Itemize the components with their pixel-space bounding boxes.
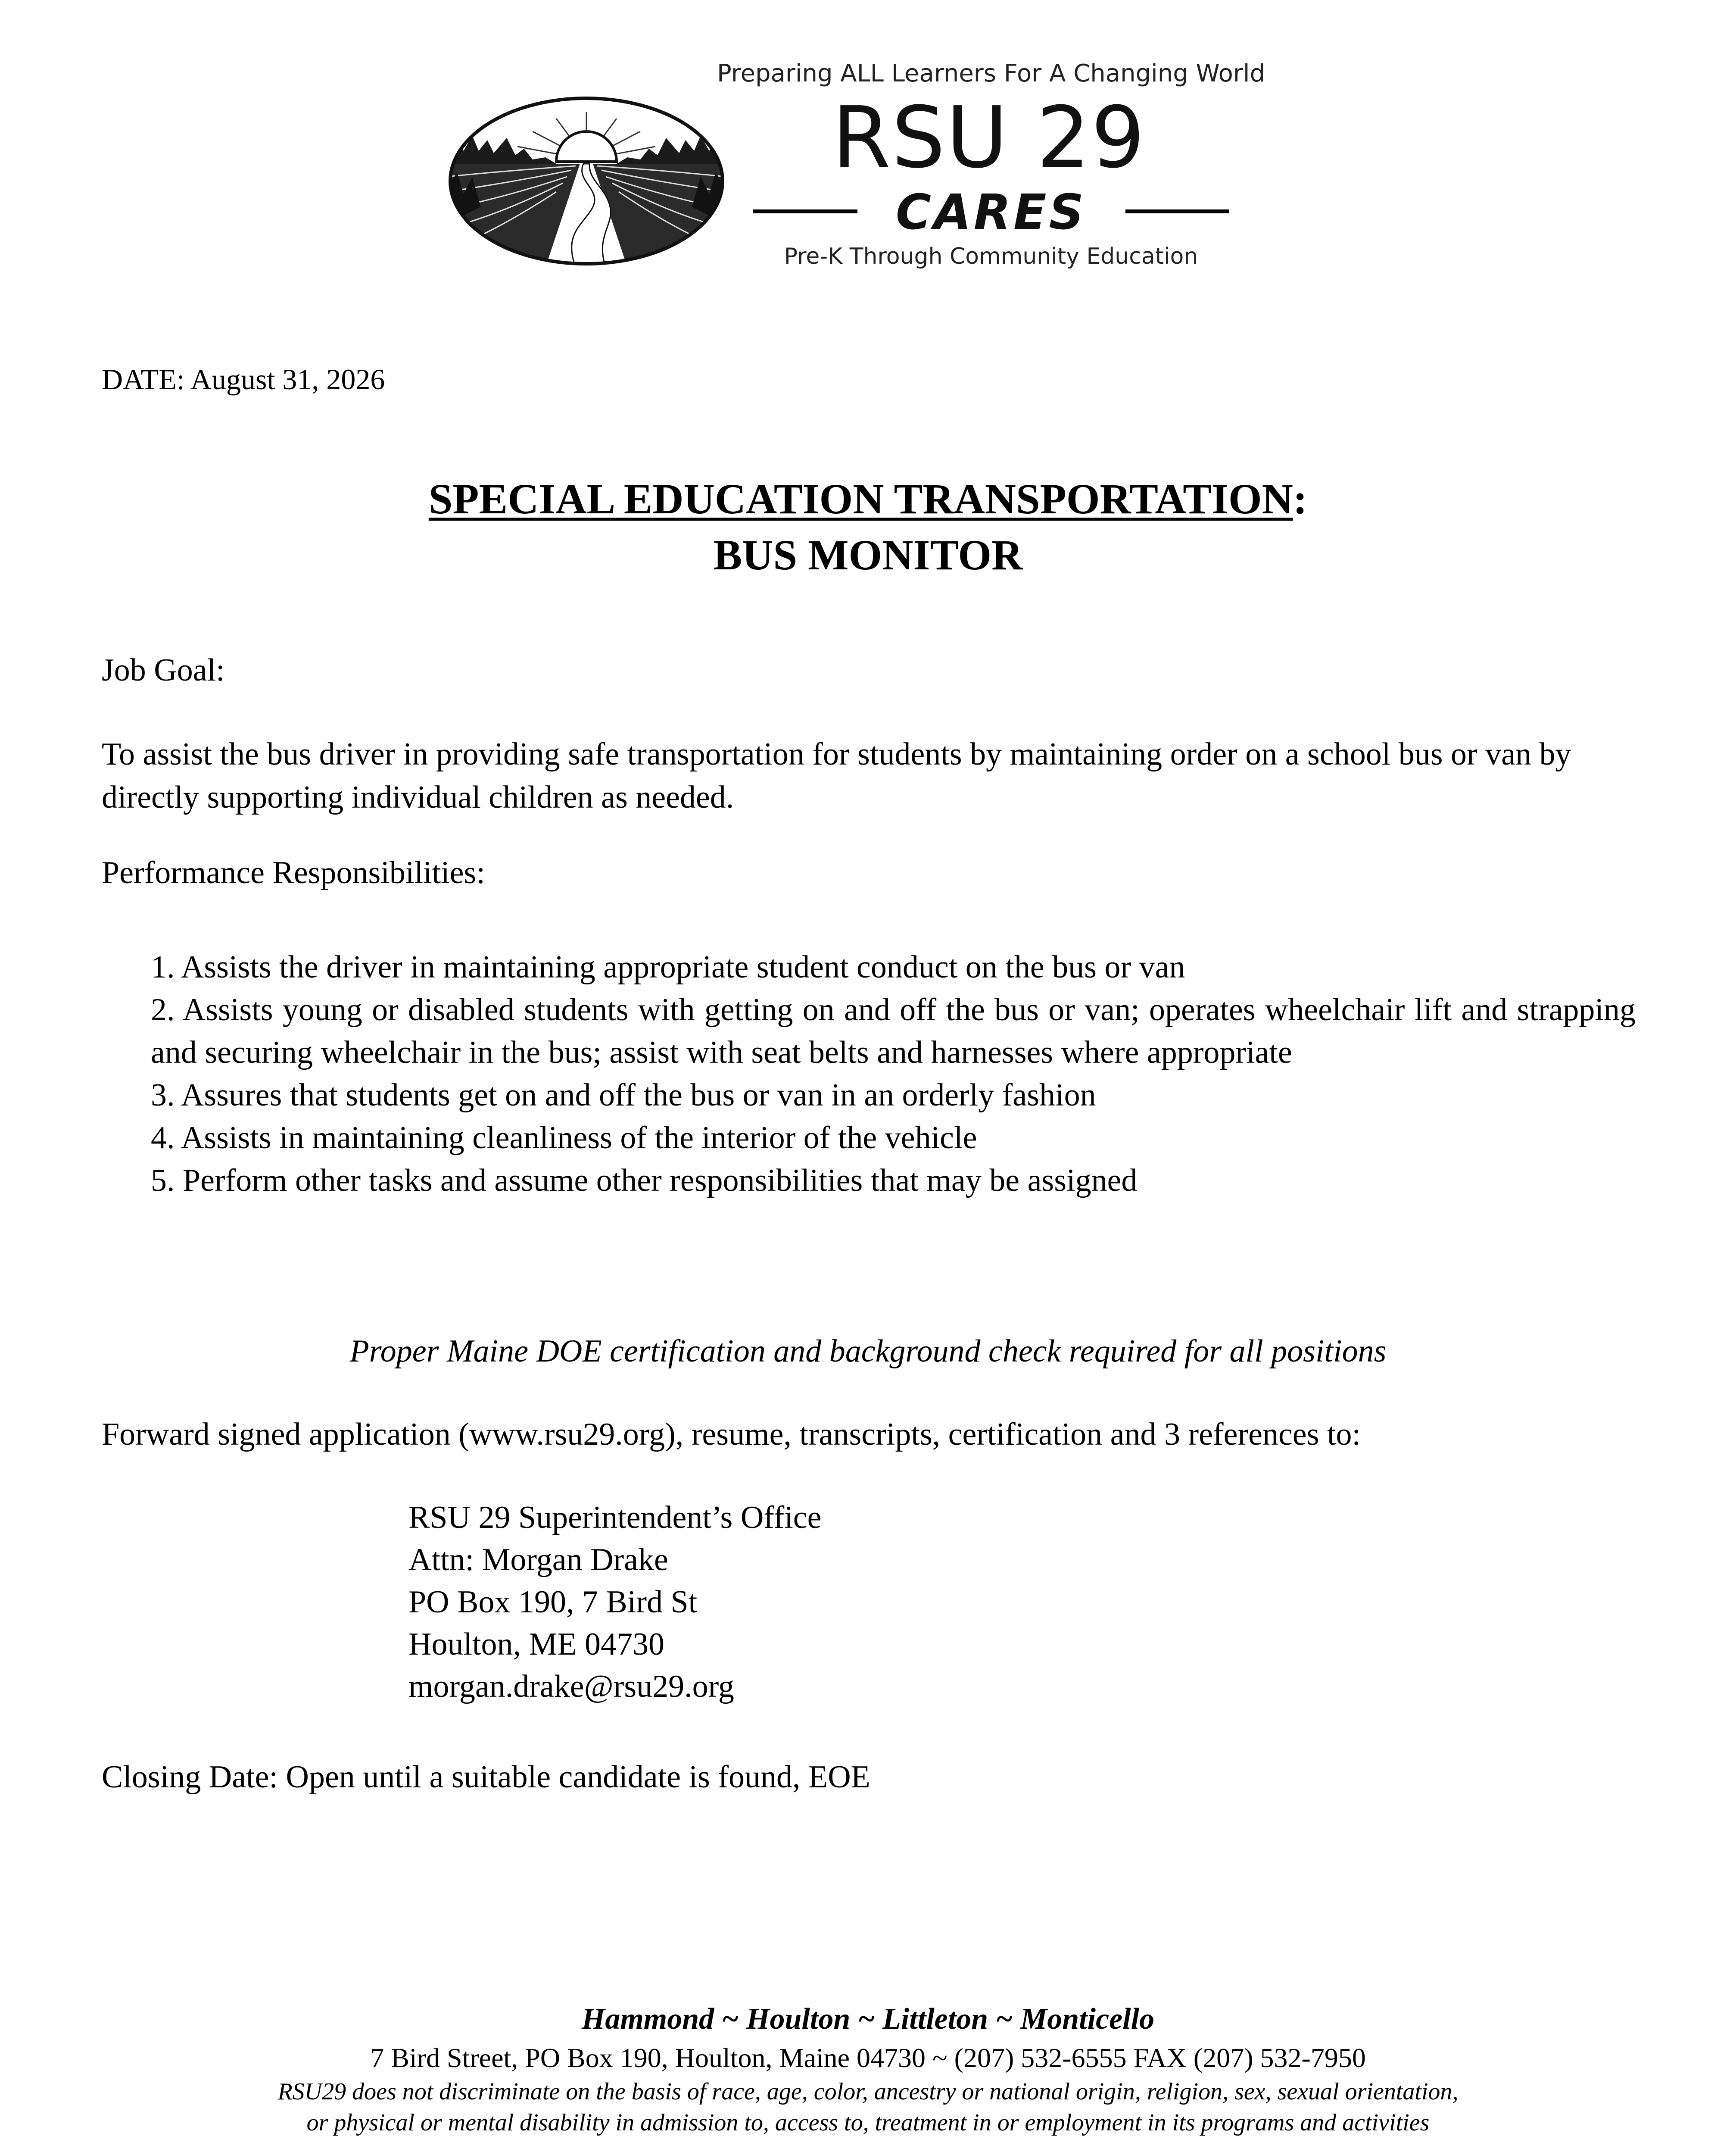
list-item: 3. Assures that students get on and off the bus or van in an orderly fashion xyxy=(151,1078,1096,1113)
cares-divider-right xyxy=(1125,209,1229,213)
job-title-category: SPECIAL EDUCATION TRANSPORTATION xyxy=(428,475,1293,523)
contact-email: morgan.drake@rsu29.org xyxy=(408,1669,734,1704)
footer-address: 7 Bird Street, PO Box 190, Houlton, Maine 04730 ~ (207) 532-6555 FAX (207) 532-7950 xyxy=(370,2043,1366,2073)
footer-nondiscrimination-line1: RSU29 does not discriminate on the basis of race, age, color, ancestry or national origin, religion, sex, sexual orientation, xyxy=(277,2078,1459,2105)
list-item: 4. Assists in maintaining cleanliness of the interior of the vehicle xyxy=(151,1120,977,1156)
organization-name: RSU 29 xyxy=(832,89,1146,187)
job-goal-text: To assist the bus driver in providing safe transportation for students by maintaining order on a school bus or van by directly supporting individual children as needed. xyxy=(102,737,1571,815)
job-title-colon: : xyxy=(1293,475,1308,523)
address-city: Houlton, ME 04730 xyxy=(408,1627,665,1662)
landscape-logo-icon xyxy=(446,95,726,267)
footer-towns: Hammond ~ Houlton ~ Littleton ~ Monticello xyxy=(581,2002,1155,2036)
address-office: RSU 29 Superintendent’s Office xyxy=(408,1500,822,1535)
list-item: 5. Perform other tasks and assume other responsibilities that may be assigned xyxy=(151,1163,1138,1198)
application-instructions: Forward signed application (www.rsu29.org), resume, transcripts, certification and 3 references to: xyxy=(102,1417,1361,1452)
list-item: 1. Assists the driver in maintaining appropriate student conduct on the bus or van xyxy=(151,949,1185,985)
responsibilities-list xyxy=(151,946,1636,1202)
posting-date: DATE: August 31, 2026 xyxy=(102,363,385,396)
letterhead-subtitle: Pre-K Through Community Education xyxy=(784,244,1198,269)
list-item: 2. Assists young or disabled students with getting on and off the bus or van; operates wheelchair lift and strapping and securing wheelchair in the bus; assist with seat belts and harnesses where appropriate xyxy=(151,992,1636,1070)
address-po-box: PO Box 190, 7 Bird St xyxy=(408,1584,698,1620)
cares-divider-left xyxy=(753,209,857,213)
job-goal-heading: Job Goal: xyxy=(102,653,225,688)
mailing-address-block xyxy=(408,1496,821,1708)
footer-nondiscrimination-line2: or physical or mental disability in admission to, access to, treatment in or employment in its programs and activities xyxy=(306,2109,1430,2136)
performance-responsibilities-heading: Performance Responsibilities: xyxy=(102,855,485,890)
cares-wordmark: CARES xyxy=(895,184,1087,240)
job-title-position: BUS MONITOR xyxy=(713,531,1023,579)
job-title-line1 xyxy=(0,473,1736,525)
closing-date: Closing Date: Open until a suitable candidate is found, EOE xyxy=(102,1759,870,1795)
address-attention: Attn: Morgan Drake xyxy=(408,1542,668,1577)
certification-requirement: Proper Maine DOE certification and background check required for all positions xyxy=(349,1334,1387,1369)
letterhead-tagline: Preparing ALL Learners For A Changing World xyxy=(717,59,1265,87)
